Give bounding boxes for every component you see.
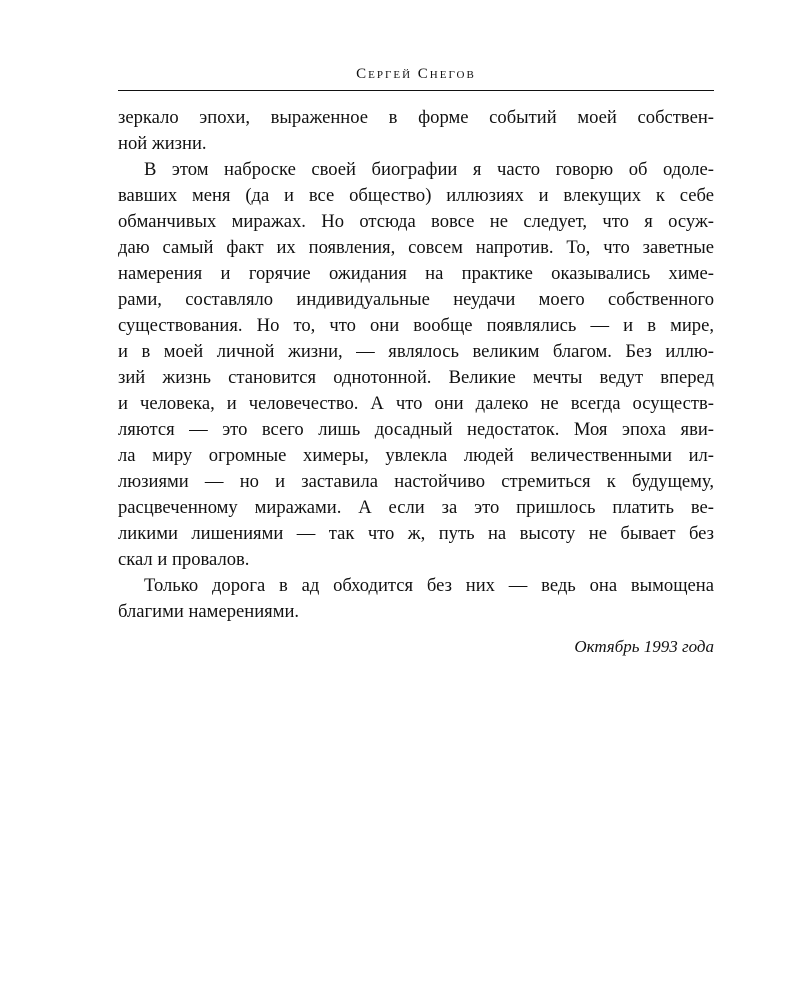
text-line: даю самый факт их появления, совсем напротив. То, что заветные (118, 237, 714, 258)
text-line: обманчивых миражах. Но отсюда вовсе не следует, что я осуж- (118, 211, 714, 232)
text-line: ла миру огромные химеры, увлекла людей величественными ил- (118, 445, 714, 466)
paragraph-2 (118, 157, 714, 573)
text-line: В этом наброске своей биографии я часто говорю об одоле- (144, 159, 714, 180)
text-line: люзиями — но и заставила настойчиво стремиться к будущему, (118, 471, 714, 492)
text-line: зий жизнь становится однотонной. Великие мечты ведут вперед (118, 367, 714, 388)
text-line: существования. Но то, что они вообще появлялись — и в мире, (118, 315, 714, 336)
running-head: Сергей Снегов (118, 64, 714, 91)
book-page (118, 64, 714, 659)
text-line: скал и провалов. (118, 549, 250, 570)
paragraph-1 (118, 105, 714, 157)
text-line: рами, составляло индивидуальные неудачи моего собственного (118, 289, 714, 310)
text-line: Только дорога в ад обходится без них — ведь она вымощена (144, 575, 714, 596)
paragraph-3 (118, 573, 714, 625)
text-line: ликими лишениями — так что ж, путь на высоту не бывает без (118, 523, 714, 544)
text-line: вавших меня (да и все общество) иллюзиях и влекущих к себе (118, 185, 714, 206)
text-line: благими намерениями. (118, 601, 300, 622)
text-line: и человека, и человечество. А что они далеко не всегда осуществ- (118, 393, 714, 414)
text-line: ляются — это всего лишь досадный недостаток. Моя эпоха яви- (118, 419, 714, 440)
text-line: намерения и горячие ожидания на практике оказывались химе- (118, 263, 714, 284)
body-text (118, 105, 714, 625)
text-line: ной жизни. (118, 133, 207, 154)
text-line: расцвеченному миражами. А если за это пришлось платить ве- (118, 497, 714, 518)
date-signature: Октябрь 1993 года (574, 637, 714, 656)
text-line: зеркало эпохи, выраженное в форме событий моей собствен- (118, 107, 714, 128)
text-line: и в моей личной жизни, — являлось великим благом. Без иллю- (118, 341, 714, 362)
